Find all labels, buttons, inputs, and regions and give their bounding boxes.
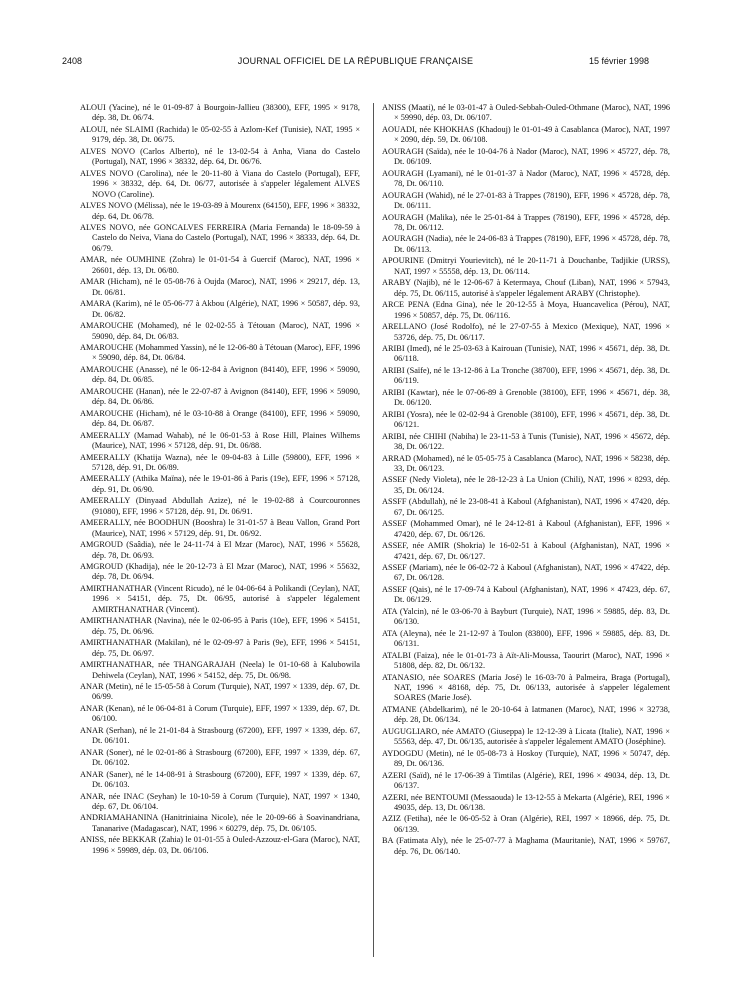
register-entry: ANISS, née BEKKAR (Zahia) le 01-01-55 à Ouled-Azzouz-el-Gara (Maroc), NAT, 1996 × 59989, dép. 03, Dt. 06/106.: [80, 835, 360, 855]
register-entry: AMGROUD (Khadija), née le 20-12-73 à El Mzar (Maroc), NAT, 1996 × 55632, dép. 78, Dt. 06/94.: [80, 562, 360, 582]
register-entry: AOURAGH (Nadia), née le 24-06-83 à Trappes (78190), EFF, 1996 × 45728, dép. 78, Dt. 06/113.: [382, 234, 670, 254]
register-entry: AMEERALLY (Khatija Wazna), née le 09-04-83 à Lille (59800), EFF, 1996 × 57128, dép. 91, Dt. 06/89.: [80, 452, 360, 472]
register-entry: ALOUI, née SLAIMI (Rachida) le 05-02-55 à Azlom-Kef (Tunisie), NAT, 1995 × 9179, dép. 38, Dt. 06/75.: [80, 124, 360, 145]
register-entry: AMEERALLY, née BOODHUN (Booshra) le 31-01-57 à Beau Vallon, Grand Port (Maurice), NAT, 1996 × 57129, dép. 91, Dt. 06/92.: [80, 518, 360, 538]
register-entry: ANAR, née INAC (Seyhan) le 10-10-59 à Corum (Turquie), NAT, 1997 × 1340, dép. 67, Dt. 06/104.: [80, 791, 360, 811]
register-entry: ARIBI (Imed), né le 25-03-63 à Kairouan (Tunisie), NAT, 1996 × 45671, dép. 38, Dt. 06/118.: [382, 343, 670, 364]
register-entry: AMARA (Karim), né le 05-06-77 à Akbou (Algérie), NAT, 1996 × 50587, dép. 93, Dt. 06/82.: [80, 299, 360, 319]
register-entry: AOURAGH (Malika), née le 25-01-84 à Trappes (78190), EFF, 1996 × 45728, dép. 78, Dt. 06/112.: [382, 212, 670, 232]
register-entry: ASSEF (Qais), né le 17-09-74 à Kaboul (Afghanistan), NAT, 1996 × 47423, dép. 67, Dt. 06/129.: [382, 584, 670, 605]
register-entry: BA (Fatimata Aly), née le 25-07-77 à Maghama (Mauritanie), NAT, 1996 × 59767, dép. 76, Dt. 06/140.: [382, 836, 670, 856]
register-entry: AZERI (Saïd), né le 17-06-39 à Timtilas (Algérie), REI, 1996 × 49034, dép. 13, Dt. 06/137.: [382, 770, 670, 791]
register-entry: ALOUI (Yacine), né le 01-09-87 à Bourgoin-Jallieu (38300), EFF, 1995 × 9178, dép. 38, Dt. 06/74.: [80, 103, 360, 123]
right-column: [382, 103, 670, 858]
register-entry: ALVES NOVO (Carolina), née le 20-11-80 à Viana do Castelo (Portugal), EFF, 1996 × 38332, dép. 64, Dt. 06/77, autorisée à s'appeler légalement ALVES NOVO (Caroline).: [80, 168, 360, 199]
publication-date: 15 février 1998: [588, 56, 649, 66]
register-entry: AMAROUCHE (Mohamed), né le 02-02-55 à Tétouan (Maroc), NAT, 1996 × 59090, dép. 84, Dt. 06/83.: [80, 321, 360, 341]
register-entry: AMEERALLY (Athika Maïna), née le 19-01-86 à Paris (19e), EFF, 1996 × 57128, dép. 91, Dt. 06/90.: [80, 474, 360, 494]
register-entry: APOURINE (Dmitryi Yourievitch), né le 20-11-71 à Douchanbe, Tadjikie (URSS), NAT, 1997 × 55558, dép. 13, Dt. 06/114.: [382, 256, 670, 276]
register-entry: ANAR (Kenan), né le 06-04-81 à Corum (Turquie), EFF, 1997 × 1339, dép. 67, Dt. 06/100.: [80, 703, 360, 724]
register-entry: AMAROUCHE (Mohammed Yassin), né le 12-06-80 à Tétouan (Maroc), EFF, 1996 × 59090, dép. 84, Dt. 06/84.: [80, 342, 360, 363]
register-entry: AMAROUCHE (Hicham), né le 03-10-88 à Orange (84100), EFF, 1996 × 59090, dép. 84, Dt. 06/87.: [80, 408, 360, 429]
register-entry: ASSEF (Mohammed Omar), né le 24-12-81 à Kaboul (Afghanistan), EFF, 1996 × 47420, dép. 67, Dt. 06/126.: [382, 519, 670, 539]
register-entry: ASSEF (Mariam), née le 06-02-72 à Kaboul (Afghanistan), NAT, 1996 × 47422, dép. 67, Dt. 06/128.: [382, 563, 670, 583]
register-entry: AMEERALLY (Mamad Wahab), né le 06-01-53 à Rose Hill, Plaines Wilhems (Maurice), NAT, 1996 × 57128, dép. 91, Dt. 06/88.: [80, 430, 360, 451]
register-entry: AMAROUCHE (Anasse), né le 06-12-84 à Avignon (84140), EFF, 1996 × 59090, dép. 84, Dt. 06/85.: [80, 364, 360, 385]
register-entry: ATANASIO, née SOARES (Maria José) le 16-03-70 à Palmeira, Braga (Portugal), NAT, 1996 × 48168, dép. 75, Dt. 06/133, autorisée à s'appeler légalement SOARES (Marie José).: [382, 672, 670, 703]
register-entry: ARIBI (Saïfe), né le 13-12-86 à La Tronche (38700), EFF, 1996 × 45671, dép. 38, Dt. 06/119.: [382, 365, 670, 386]
register-entry: ARELLANO (José Rodolfo), né le 27-07-55 à Mexico (Mexique), NAT, 1996 × 53726, dép. 75, Dt. 06/117.: [382, 322, 670, 342]
register-entry: AMIRTHANATHAR (Navina), née le 02-06-95 à Paris (10e), EFF, 1996 × 54151, dép. 75, Dt. 06/96.: [80, 616, 360, 636]
register-entry: ANAR (Soner), né le 02-01-86 à Strasbourg (67200), EFF, 1997 × 1339, dép. 67, Dt. 06/102.: [80, 747, 360, 768]
register-entry: ANAR (Saner), né le 14-08-91 à Strasbourg (67200), EFF, 1997 × 1339, dép. 67, Dt. 06/103.: [80, 769, 360, 790]
register-entry: ANAR (Serhan), né le 21-01-84 à Strasbourg (67200), EFF, 1997 × 1339, dép. 67, Dt. 06/101.: [80, 725, 360, 746]
register-entry: ALVES NOVO (Carlos Alberto), né le 13-02-54 à Anha, Viana do Castelo (Portugal), NAT, 1996 × 38332, dép. 64, Dt. 06/76.: [80, 146, 360, 167]
register-entry: ATA (Yalcin), né le 03-06-70 à Bayburt (Turquie), NAT, 1996 × 59885, dép. 83, Dt. 06/130.: [382, 606, 670, 627]
register-entry: ALVES NOVO, née GONCALVES FERREIRA (Maria Fernanda) le 18-09-59 à Castelo do Neiva, Viana do Castelo (Portugal), NAT, 1996 × 38333, dép. 64, Dt. 06/79.: [80, 222, 360, 253]
register-entry: ARIBI, née CHIHI (Nabiha) le 23-11-53 à Tunis (Tunisie), NAT, 1996 × 45672, dép. 38, Dt. 06/122.: [382, 431, 670, 452]
register-entry: AMIRTHANATHAR, née THANGARAJAH (Neela) le 01-10-68 à Kalubowila Dehiwela (Ceylan), NAT, 1996 × 54152, dép. 75, Dt. 06/98.: [80, 660, 360, 680]
register-entry: AOURAGH (Lyamani), né le 01-01-37 à Nador (Maroc), NAT, 1996 × 45728, dép. 78, Dt. 06/110.: [382, 168, 670, 189]
page-header: [62, 56, 649, 70]
register-entry: AZIZ (Fetiha), née le 06-05-52 à Oran (Algérie), REI, 1997 × 18966, dép. 75, Dt. 06/139.: [382, 814, 670, 834]
register-entry: AMAROUCHE (Hanan), née le 22-07-87 à Avignon (84140), EFF, 1996 × 59090, dép. 84, Dt. 06/86.: [80, 386, 360, 407]
register-entry: ARABY (Najib), né le 12-06-67 à Ketermaya, Chouf (Liban), NAT, 1996 × 57943, dép. 75, Dt. 06/115, autorisé à s'appeler légalement ARABY (Christophe).: [382, 278, 670, 298]
register-entry: AMGROUD (Saâdia), née le 24-11-74 à El Mzar (Maroc), NAT, 1996 × 55628, dép. 78, Dt. 06/93.: [80, 540, 360, 560]
register-entry: AUGUGLIARO, née AMATO (Giuseppa) le 12-12-39 à Licata (Italie), NAT, 1996 × 55563, dép. 47, Dt. 06/135, autorisée à s'appeler légalement AMATO (Joséphine).: [382, 726, 670, 747]
register-entry: AOURAGH (Saïda), née le 10-04-76 à Nador (Maroc), NAT, 1996 × 45727, dép. 78, Dt. 06/109.: [382, 146, 670, 167]
register-entry: AZERI, née BENTOUMI (Messaouda) le 13-12-55 à Mekarta (Algérie), REI, 1996 × 49035, dép. 13, Dt. 06/138.: [382, 792, 670, 812]
register-entry: ASSEF, née AMIR (Shokria) le 16-02-51 à Kaboul (Afghanistan), NAT, 1996 × 47421, dép. 67, Dt. 06/127.: [382, 541, 670, 561]
register-entry: AOURAGH (Wahid), né le 27-01-83 à Trappes (78190), EFF, 1996 × 45728, dép. 78, Dt. 06/111.: [382, 190, 670, 211]
register-entry: ALVES NOVO (Mélissa), née le 19-03-89 à Mourenx (64150), EFF, 1996 × 38332, dép. 64, Dt. 06/78.: [80, 201, 360, 221]
register-entry: AYDOGDU (Metin), né le 05-08-73 à Hoskoy (Turquie), NAT, 1996 × 50747, dép. 89, Dt. 06/136.: [382, 748, 670, 769]
register-entry: ARIBI (Kawtar), née le 07-06-89 à Grenoble (38100), EFF, 1996 × 45671, dép. 38, Dt. 06/120.: [382, 387, 670, 408]
register-entry: ATA (Aleyna), née le 21-12-97 à Toulon (83800), EFF, 1996 × 59885, dép. 83, Dt. 06/131.: [382, 628, 670, 649]
register-entry: ARIBI (Yosra), née le 02-02-94 à Grenoble (38100), EFF, 1996 × 45671, dép. 38, Dt. 06/121.: [382, 409, 670, 430]
register-entry: ASSEF (Nedy Violeta), née le 28-12-23 à La Union (Chili), NAT, 1996 × 8293, dép. 35, Dt. 06/124.: [382, 475, 670, 495]
register-entry: ASSFF (Abdullah), né le 23-08-41 à Kaboul (Afghanistan), NAT, 1996 × 47420, dép. 67, Dt. 06/125.: [382, 497, 670, 517]
register-entry: AMEERALLY (Dinyaad Abdullah Azize), né le 19-02-88 à Courcouronnes (91080), EFF, 1996 × 57128, dép. 91, Dt. 06/91.: [80, 496, 360, 516]
register-entry: ATALBI (Faiza), née le 01-01-73 à Aït-Ali-Moussa, Taourirt (Maroc), NAT, 1996 × 51808, dép. 82, Dt. 06/132.: [382, 650, 670, 671]
register-entry: ATMANE (Abdelkarim), né le 20-10-64 à Iatmanen (Maroc), NAT, 1996 × 32738, dép. 28, Dt. 06/134.: [382, 704, 670, 725]
register-entry: AMIRTHANATHAR (Makilan), né le 02-09-97 à Paris (9e), EFF, 1996 × 54151, dép. 75, Dt. 06/97.: [80, 638, 360, 658]
register-entry: AMAR (Hicham), né le 05-08-76 à Oujda (Maroc), NAT, 1996 × 29217, dép. 13, Dt. 06/81.: [80, 277, 360, 297]
register-entry: ANISS (Maati), né le 03-01-47 à Ouled-Sebbah-Ouled-Othmane (Maroc), NAT, 1996 × 59990, dép. 03, Dt. 06/107.: [382, 103, 670, 123]
register-entry: ARCE PENA (Edna Gina), née le 20-12-55 à Moya, Huancavelica (Pérou), NAT, 1996 × 50857, dép. 75, Dt. 06/116.: [382, 300, 670, 320]
register-entry: AOUADI, née KHOKHAS (Khadouj) le 01-01-49 à Casablanca (Maroc), NAT, 1997 × 2090, dép. 59, Dt. 06/108.: [382, 124, 670, 145]
register-entry: AMIRTHANATHAR (Vincent Ricudo), né le 04-06-64 à Polikandi (Ceylan), NAT, 1996 × 54151, dép. 75, Dt. 06/95, autorisé à s'appeler légalement AMIRTHANATHAR (Vincent).: [80, 583, 360, 614]
register-entry: AMAR, née OUMHINE (Zohra) le 01-01-54 à Guercif (Maroc), NAT, 1996 × 26601, dép. 13, Dt. 06/80.: [80, 255, 360, 275]
column-divider: [373, 103, 374, 957]
left-column: [80, 103, 360, 857]
register-entry: ANAR (Metin), né le 15-05-58 à Corum (Turquie), NAT, 1997 × 1339, dép. 67, Dt. 06/99.: [80, 682, 360, 702]
register-entry: ARRAD (Mohamed), né le 05-05-75 à Casablanca (Maroc), NAT, 1996 × 58238, dép. 33, Dt. 06/123.: [382, 453, 670, 473]
register-entry: ANDRIAMAHANINA (Hanitriniaina Nicole), née le 20-09-66 à Soavinandriana, Tananarive (Madagascar), NAT, 1996 × 60279, dép. 75, Dt. 06/105.: [80, 813, 360, 833]
page-number: 2408: [62, 56, 83, 66]
journal-title: JOURNAL OFFICIEL DE LA RÉPUBLIQUE FRANÇAISE: [237, 56, 474, 66]
